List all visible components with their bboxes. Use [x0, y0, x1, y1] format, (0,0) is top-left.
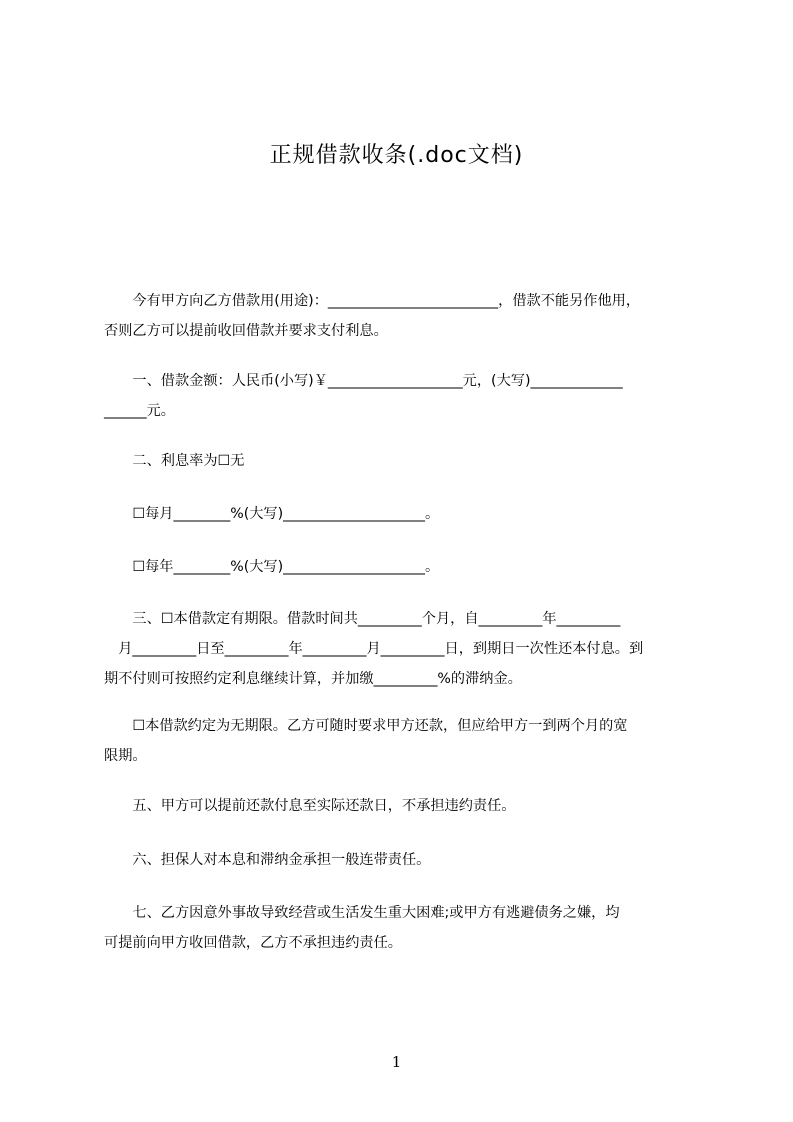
paragraph-line: 今有甲方向乙方借款用(用途)：________________________，借款不能另作他用， — [104, 293, 641, 309]
paragraph-no-term — [104, 711, 704, 771]
paragraph-yearly-rate — [104, 552, 704, 582]
paragraph-line: 七、乙方因意外事故导致经营或生活发生重大困难;或甲方有逃避债务之嫌，均 — [104, 905, 620, 921]
paragraph-line: ☐每月________%(大写)____________________。 — [104, 506, 440, 522]
paragraph-line: ______元。 — [104, 403, 175, 419]
paragraph-line: 限期。 — [104, 748, 147, 764]
paragraph-interest-rate — [104, 446, 704, 476]
paragraph-line: 六、担保人对本息和滞纳金承担一般连带责任。 — [104, 852, 431, 868]
paragraph-line: 可提前向甲方收回借款，乙方不承担违约责任。 — [104, 935, 402, 951]
paragraph-line: 三、☐本借款定有期限。借款时间共_________个月，自_________年_________ — [104, 611, 621, 627]
paragraph-line: 一、借款金额：人民币(小写)￥___________________元，(大写)_____________ — [104, 373, 623, 389]
paragraph-line: ☐每年________%(大写)____________________。 — [104, 559, 440, 575]
paragraph-line: 否则乙方可以提前收回借款并要求支付利息。 — [104, 323, 388, 339]
paragraph-term — [104, 604, 704, 694]
paragraph-line: 期不付则可按照约定利息继续计算，并加缴_________%的滞纳金。 — [104, 671, 522, 687]
paragraph-line: ☐本借款约定为无期限。乙方可随时要求甲方还款，但应给甲方一到两个月的宽 — [104, 718, 628, 734]
paragraph-purpose — [104, 286, 704, 346]
paragraph-amount — [104, 366, 704, 426]
paragraph-line: 五、甲方可以提前还款付息至实际还款日，不承担违约责任。 — [104, 798, 516, 814]
paragraph-line: 月_________日至_________年_________月_________日，到期日一次性还本付息。到 — [104, 641, 644, 657]
page-number: 1 — [391, 1053, 402, 1071]
document-title: 正规借款收条(.doc文档) — [269, 143, 524, 168]
paragraph-early-recall — [104, 898, 704, 958]
paragraph-line: 二、利息率为☐无 — [104, 453, 245, 469]
paragraph-early-repayment — [104, 791, 704, 821]
paragraph-monthly-rate — [104, 499, 704, 529]
paragraph-guarantor — [104, 845, 704, 875]
